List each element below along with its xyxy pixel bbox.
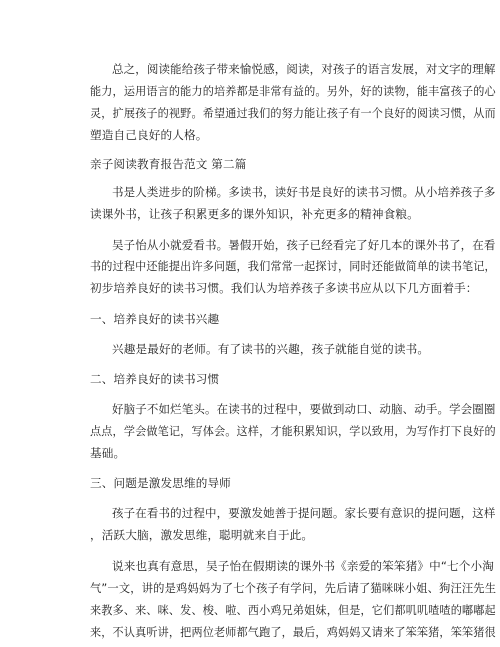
text-line: 兴趣是最好的老师。有了读书的兴趣，孩子就能自觉的读书。 [112,342,430,356]
text-line: 书是人类进步的阶梯。多读书，读好书是良好的读书习惯。从小培养孩子多 [112,185,496,199]
heading-text: 二、培养良好的读书习惯 [90,372,220,386]
text-line: 书的过程中还能提出许多问题，我们常常一起探讨，同时还能做简单的读书笔记， [90,259,496,273]
heading-text: 三、问题是激发思维的导师 [90,476,231,490]
text-line: 气”一文，讲的是鸡妈妈为了七个孩子有学问，先后请了猫咪咪小姐、狗汪汪先生 [90,581,497,595]
text-line: 说来也真有意思，吴子怡在假期读的课外书《亲爱的笨笨猪》中“七个小淘 [112,559,494,573]
text-line: 灵，扩展孩子的视野。希望通过我们的努力能让孩子有一个良好的阅读习惯，从而 [90,106,496,120]
text-line: 塑造自己良好的人格。 [90,128,208,142]
text-line: ，活跃大脑，激发思维，聪明就来自于此。 [90,528,314,542]
text-line: 点点，学会做笔记，写体会。这样，才能积累知识，学以致用，为写作打下良好的 [90,424,496,438]
text-line: 总之，阅读能给孩子带来愉悦感，阅读，对孩子的语言发展，对文字的理解 [112,62,496,76]
text-line: 能力，运用语言的能力的培养都是非常有益的。另外，好的读物，能丰富孩子的心 [90,84,496,98]
text-line: 来教多、来、咪、发、梭、啦、西小鸡兄弟姐妹，但是，它们都叽叽喳喳的嘟嘟起 [90,603,496,617]
text-line: 读课外书，让孩子积累更多的课外知识，补充更多的精神食粮。 [90,207,419,221]
text-line: 来，不认真听讲，把两位老师都气跑了，最后，鸡妈妈又请来了笨笨猪，笨笨猪很 [90,625,496,639]
text-line: 初步培养良好的读书习惯。我们认为培养孩子多读书应从以下几方面着手： [90,281,478,295]
text-line: 好脑子不如烂笔头。在读书的过程中，要做到动口、动脑、动手。学会圈圈 [112,402,496,416]
heading-text: 亲子阅读教育报告范文 第二篇 [90,157,247,171]
text-line: 孩子在看书的过程中，要激发她善于提问题。家长要有意识的提问题，这样 [112,506,496,520]
heading-text: 一、培养良好的读书兴趣 [90,312,220,326]
text-line: 基础。 [90,446,126,460]
text-line: 吴子怡从小就爱看书。暑假开始，孩子已经看完了好几本的课外书了，在看 [112,238,496,252]
